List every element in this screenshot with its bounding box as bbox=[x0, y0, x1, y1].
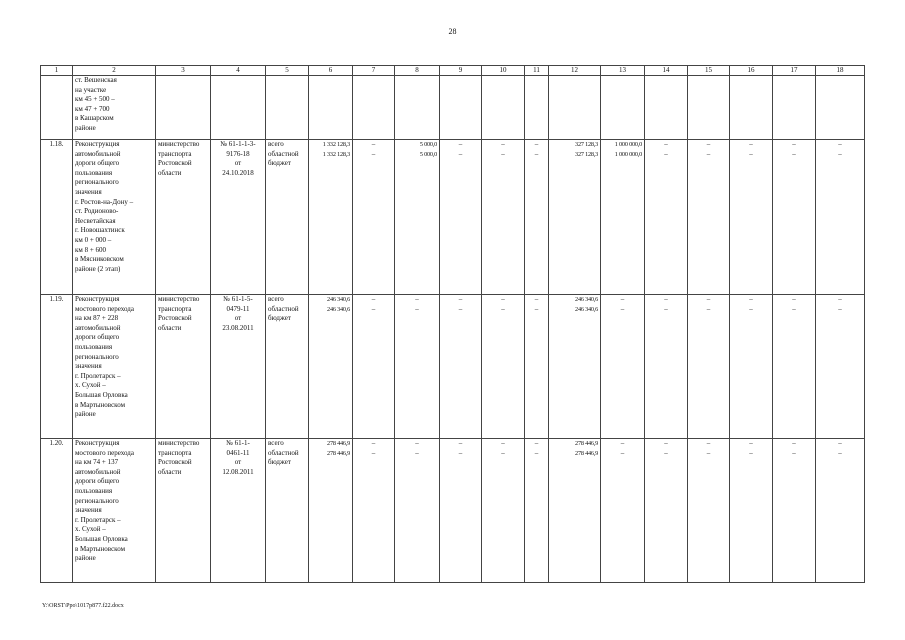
amount-cell bbox=[353, 140, 395, 295]
project-doc-line: 23.08.2011 bbox=[222, 323, 254, 332]
object-name-line: районе bbox=[75, 123, 96, 132]
object-name-line: пользования bbox=[75, 168, 113, 177]
object-name-line: значения bbox=[75, 506, 102, 515]
row-number: 1.18. bbox=[41, 140, 73, 295]
amount-value: – bbox=[415, 304, 419, 313]
amount-cell bbox=[688, 76, 730, 140]
amount-value: – bbox=[501, 304, 505, 313]
amount-value: – bbox=[664, 295, 668, 303]
amount-value: 1 000 000,0 bbox=[614, 141, 642, 148]
project-doc bbox=[211, 295, 266, 439]
project-doc bbox=[211, 140, 266, 295]
object-name-line: мостового перехода bbox=[75, 448, 134, 457]
amount-cell bbox=[773, 439, 816, 583]
object-name-line: Реконструкция bbox=[75, 140, 120, 148]
column-number: 18 bbox=[816, 66, 865, 76]
amount-cell bbox=[645, 76, 688, 140]
amount-cell bbox=[601, 140, 645, 295]
project-doc-line: 24.10.2018 bbox=[222, 168, 254, 177]
amount-value: – bbox=[838, 295, 842, 303]
row-number: 1.19. bbox=[41, 295, 73, 439]
amount-value: 246 340,6 bbox=[327, 305, 350, 313]
object-name-line: х. Сухой – bbox=[75, 381, 106, 390]
amount-cell bbox=[482, 76, 525, 140]
amount-value: – bbox=[838, 304, 842, 313]
customer-line: транспорта bbox=[158, 304, 192, 313]
object-name-line: в Мартыновском bbox=[75, 400, 126, 409]
amount-value: – bbox=[664, 448, 668, 457]
amount-value: – bbox=[501, 140, 505, 148]
amount-cell bbox=[730, 295, 773, 439]
customer-line: транспорта bbox=[158, 149, 192, 158]
amount-value: 246 340,6 bbox=[575, 296, 598, 303]
amount-value: – bbox=[664, 149, 668, 158]
project-doc-line: 12.08.2011 bbox=[222, 467, 254, 476]
amount-value: – bbox=[664, 304, 668, 313]
amount-cell bbox=[773, 295, 816, 439]
row-number bbox=[41, 76, 73, 140]
object-name-line: автомобильной bbox=[75, 323, 121, 332]
amount-value: – bbox=[458, 149, 463, 158]
amount-value: – bbox=[501, 448, 505, 457]
amount-value: – bbox=[415, 448, 419, 457]
object-name-line: Большая Орловка bbox=[75, 390, 128, 399]
amount-value: 278 446,9 bbox=[327, 449, 350, 457]
column-number: 12 bbox=[549, 66, 601, 76]
object-name bbox=[73, 140, 156, 295]
column-number: 11 bbox=[525, 66, 549, 76]
amount-value: – bbox=[706, 140, 711, 148]
object-name-line: районе bbox=[75, 410, 96, 419]
amount-cell bbox=[525, 76, 549, 140]
amount-cell bbox=[816, 76, 865, 140]
amount-value: – bbox=[501, 439, 505, 447]
object-name-line: ст. Родионово- bbox=[75, 207, 119, 216]
amount-cell bbox=[816, 439, 865, 583]
project-doc-line: № 61-1-1-3- bbox=[220, 140, 256, 148]
amount-value: – bbox=[749, 439, 753, 447]
amount-value: – bbox=[458, 439, 463, 447]
customer bbox=[156, 76, 211, 140]
project-doc-line: 0461-11 bbox=[226, 448, 250, 457]
amount-cell bbox=[816, 140, 865, 295]
amount-value: – bbox=[534, 140, 539, 148]
amount-value: – bbox=[620, 439, 625, 447]
amount-value: – bbox=[458, 295, 463, 303]
customer-line: области bbox=[158, 467, 182, 476]
amount-value: 327 128,3 bbox=[575, 141, 598, 148]
object-name-line: в Мясниковском bbox=[75, 255, 124, 264]
amount-cell bbox=[773, 140, 816, 295]
amount-cell bbox=[645, 295, 688, 439]
amount-cell bbox=[440, 295, 482, 439]
object-name-line: регионального bbox=[75, 352, 119, 361]
funding-source-line: всего bbox=[268, 295, 284, 303]
customer bbox=[156, 439, 211, 583]
object-name-line: км 47 + 700 bbox=[75, 104, 110, 113]
amount-cell bbox=[395, 76, 440, 140]
amount-value: – bbox=[458, 140, 463, 148]
customer-line: области bbox=[158, 168, 182, 177]
object-name-line: регионального bbox=[75, 178, 119, 187]
project-doc-line: № 61-1-5- bbox=[223, 295, 253, 303]
amount-value: – bbox=[534, 439, 539, 447]
amount-value: – bbox=[415, 295, 419, 303]
amount-cell bbox=[525, 140, 549, 295]
object-name-line: км 45 + 500 – bbox=[75, 95, 115, 104]
amount-cell bbox=[816, 295, 865, 439]
column-number: 10 bbox=[482, 66, 525, 76]
amount-value: – bbox=[792, 295, 796, 303]
amount-cell bbox=[549, 439, 601, 583]
object-name bbox=[73, 295, 156, 439]
amount-value: – bbox=[706, 439, 711, 447]
amount-value: – bbox=[371, 448, 376, 457]
column-number-row bbox=[41, 66, 865, 76]
amount-cell bbox=[309, 140, 353, 295]
object-name-line: пользования bbox=[75, 486, 113, 495]
object-name-line: х. Сухой – bbox=[75, 525, 106, 534]
project-doc-line: от bbox=[234, 159, 242, 168]
amount-value: 246 340,6 bbox=[327, 296, 350, 303]
amount-value: 278 446,9 bbox=[327, 440, 350, 447]
amount-cell bbox=[353, 295, 395, 439]
amount-value: – bbox=[371, 439, 376, 447]
customer-line: Ростовской bbox=[158, 159, 192, 168]
amount-cell bbox=[353, 439, 395, 583]
column-number: 13 bbox=[601, 66, 645, 76]
amount-value: 1 332 128,3 bbox=[322, 141, 350, 148]
amount-cell bbox=[688, 439, 730, 583]
object-name-line: пользования bbox=[75, 342, 113, 351]
amount-value: 246 340,6 bbox=[575, 305, 598, 313]
object-name-line: Реконструкция bbox=[75, 295, 120, 303]
amount-value: – bbox=[706, 149, 711, 158]
funding-source-line: областной bbox=[268, 304, 299, 313]
amount-cell bbox=[549, 140, 601, 295]
amount-value: – bbox=[706, 304, 711, 313]
amount-value: – bbox=[792, 304, 796, 313]
object-name bbox=[73, 76, 156, 140]
object-name-line: г. Ростов-на-Дону – bbox=[75, 197, 134, 206]
amount-value: – bbox=[501, 295, 505, 303]
amount-value: 278 446,9 bbox=[575, 440, 598, 447]
column-number: 5 bbox=[266, 66, 309, 76]
amount-value: – bbox=[501, 149, 505, 158]
amount-value: – bbox=[792, 140, 796, 148]
amount-value: 1 332 128,3 bbox=[322, 150, 350, 158]
object-name-line: дороги общего bbox=[75, 159, 120, 168]
amount-value: – bbox=[749, 304, 753, 313]
amount-cell bbox=[730, 439, 773, 583]
object-name-line: значения bbox=[75, 187, 102, 196]
amount-cell bbox=[601, 76, 645, 140]
object-name-line: регионального bbox=[75, 496, 119, 505]
amount-value: – bbox=[371, 304, 376, 313]
column-number: 1 bbox=[41, 66, 73, 76]
amount-cell bbox=[601, 295, 645, 439]
amount-value: – bbox=[458, 304, 463, 313]
amount-value: – bbox=[838, 149, 842, 158]
amount-value: – bbox=[620, 448, 625, 457]
funding-source-line: бюджет bbox=[268, 159, 291, 168]
funding-source bbox=[266, 295, 309, 439]
object-name-line: значения bbox=[75, 362, 102, 371]
amount-value: – bbox=[371, 149, 376, 158]
amount-cell bbox=[309, 439, 353, 583]
funding-source-line: бюджет bbox=[268, 314, 291, 323]
project-doc-line: 9176-18 bbox=[226, 149, 250, 158]
object-name-line: в Кашарском bbox=[75, 114, 114, 123]
footer-file-path: Y:\ORST\Ppo\1017p877.f22.docx bbox=[42, 603, 124, 609]
funding-source-line: бюджет bbox=[268, 458, 291, 467]
project-doc-line: от bbox=[234, 458, 242, 467]
amount-cell bbox=[549, 295, 601, 439]
column-number: 4 bbox=[211, 66, 266, 76]
amount-value: – bbox=[458, 448, 463, 457]
amount-value: – bbox=[664, 439, 668, 447]
amount-value: – bbox=[620, 304, 625, 313]
amount-value: 1 000 000,0 bbox=[614, 150, 642, 158]
amount-value: – bbox=[838, 140, 842, 148]
amount-cell bbox=[525, 295, 549, 439]
amount-cell bbox=[440, 140, 482, 295]
project-doc-line: от bbox=[234, 314, 242, 323]
funding-source-line: всего bbox=[268, 140, 284, 148]
row-number: 1.20. bbox=[41, 439, 73, 583]
funding-source bbox=[266, 76, 309, 140]
object-name-line: км 8 + 600 bbox=[75, 245, 107, 254]
amount-cell bbox=[482, 295, 525, 439]
amount-value: – bbox=[620, 295, 625, 303]
object-name-line: на км 87 + 228 bbox=[75, 314, 119, 323]
amount-value: – bbox=[706, 448, 711, 457]
amount-value: 278 446,9 bbox=[575, 449, 598, 457]
amount-cell bbox=[395, 295, 440, 439]
object-name-line: Большая Орловка bbox=[75, 534, 128, 543]
object-name-line: дороги общего bbox=[75, 477, 120, 486]
customer-line: транспорта bbox=[158, 448, 192, 457]
amount-value: – bbox=[534, 295, 539, 303]
amount-cell bbox=[730, 140, 773, 295]
project-doc bbox=[211, 439, 266, 583]
amount-cell bbox=[309, 76, 353, 140]
amount-cell bbox=[645, 439, 688, 583]
object-name-line: ст. Вешенская bbox=[75, 76, 117, 84]
column-number: 3 bbox=[156, 66, 211, 76]
amount-cell bbox=[440, 439, 482, 583]
amount-cell bbox=[395, 140, 440, 295]
amount-cell bbox=[645, 140, 688, 295]
table-row bbox=[41, 439, 865, 583]
amount-value: – bbox=[371, 295, 376, 303]
column-number: 7 bbox=[353, 66, 395, 76]
amount-cell bbox=[353, 76, 395, 140]
table-row bbox=[41, 76, 865, 140]
column-number: 15 bbox=[688, 66, 730, 76]
amount-cell bbox=[773, 76, 816, 140]
funding-source bbox=[266, 439, 309, 583]
object-name-line: автомобильной bbox=[75, 467, 121, 476]
amount-value: – bbox=[534, 448, 539, 457]
project-doc-line: 0479-11 bbox=[226, 304, 250, 313]
amount-cell bbox=[482, 140, 525, 295]
object-name bbox=[73, 439, 156, 583]
amount-value: – bbox=[415, 439, 419, 447]
column-number: 6 bbox=[309, 66, 353, 76]
column-number: 14 bbox=[645, 66, 688, 76]
project-doc bbox=[211, 76, 266, 140]
amount-value: – bbox=[371, 140, 376, 148]
amount-value: – bbox=[706, 295, 711, 303]
customer bbox=[156, 295, 211, 439]
customer-line: области bbox=[158, 323, 182, 332]
amount-cell bbox=[601, 439, 645, 583]
funding-source-line: областной bbox=[268, 149, 299, 158]
object-name-line: дороги общего bbox=[75, 333, 120, 342]
amount-cell bbox=[309, 295, 353, 439]
object-name-line: районе (2 этап) bbox=[75, 264, 121, 273]
funding-source-line: областной bbox=[268, 448, 299, 457]
project-doc-line: № 61-1- bbox=[226, 439, 250, 447]
column-number: 16 bbox=[730, 66, 773, 76]
object-name-line: г. Пролетарск – bbox=[75, 371, 121, 380]
object-name-line: Несветайская bbox=[75, 216, 116, 225]
object-name-line: на участке bbox=[75, 85, 107, 94]
amount-cell bbox=[525, 439, 549, 583]
object-name-line: км 0 + 000 – bbox=[75, 235, 112, 244]
funding-source-line: всего bbox=[268, 439, 284, 447]
customer-line: министерство bbox=[158, 439, 200, 447]
table-row bbox=[41, 295, 865, 439]
customer-line: министерство bbox=[158, 295, 200, 303]
amount-value: – bbox=[792, 448, 796, 457]
amount-value: – bbox=[838, 439, 842, 447]
object-name-line: на км 74 + 137 bbox=[75, 458, 119, 467]
amount-value: – bbox=[749, 295, 753, 303]
object-name-line: Реконструкция bbox=[75, 439, 120, 447]
amount-value: – bbox=[664, 140, 668, 148]
amount-cell bbox=[549, 76, 601, 140]
customer-line: министерство bbox=[158, 140, 200, 148]
object-name-line: г. Новошахтинск bbox=[75, 226, 125, 235]
object-name-line: в Мартыновском bbox=[75, 544, 126, 553]
amount-cell bbox=[688, 295, 730, 439]
amount-value: – bbox=[838, 448, 842, 457]
object-name-line: районе bbox=[75, 554, 96, 563]
amount-value: – bbox=[749, 448, 753, 457]
amount-cell bbox=[482, 439, 525, 583]
column-number: 2 bbox=[73, 66, 156, 76]
table-row bbox=[41, 140, 865, 295]
object-name-line: автомобильной bbox=[75, 149, 121, 158]
amount-value: 327 128,3 bbox=[575, 150, 598, 158]
amount-value: 5 000,0 bbox=[419, 141, 437, 148]
funding-source bbox=[266, 140, 309, 295]
amount-value: – bbox=[749, 149, 753, 158]
budget-table bbox=[40, 65, 865, 583]
customer-line: Ростовской bbox=[158, 458, 192, 467]
amount-value: – bbox=[534, 304, 539, 313]
amount-value: – bbox=[534, 149, 539, 158]
amount-cell bbox=[730, 76, 773, 140]
amount-cell bbox=[395, 439, 440, 583]
column-number: 17 bbox=[773, 66, 816, 76]
page-number: 28 bbox=[448, 27, 457, 36]
column-number: 8 bbox=[395, 66, 440, 76]
amount-cell bbox=[440, 76, 482, 140]
customer-line: Ростовской bbox=[158, 314, 192, 323]
amount-value: – bbox=[792, 439, 796, 447]
customer bbox=[156, 140, 211, 295]
object-name-line: мостового перехода bbox=[75, 304, 134, 313]
amount-value: – bbox=[749, 140, 753, 148]
column-number: 9 bbox=[440, 66, 482, 76]
amount-cell bbox=[688, 140, 730, 295]
amount-value: – bbox=[792, 149, 796, 158]
amount-value: 5 000,0 bbox=[419, 150, 437, 158]
object-name-line: г. Пролетарск – bbox=[75, 515, 121, 524]
